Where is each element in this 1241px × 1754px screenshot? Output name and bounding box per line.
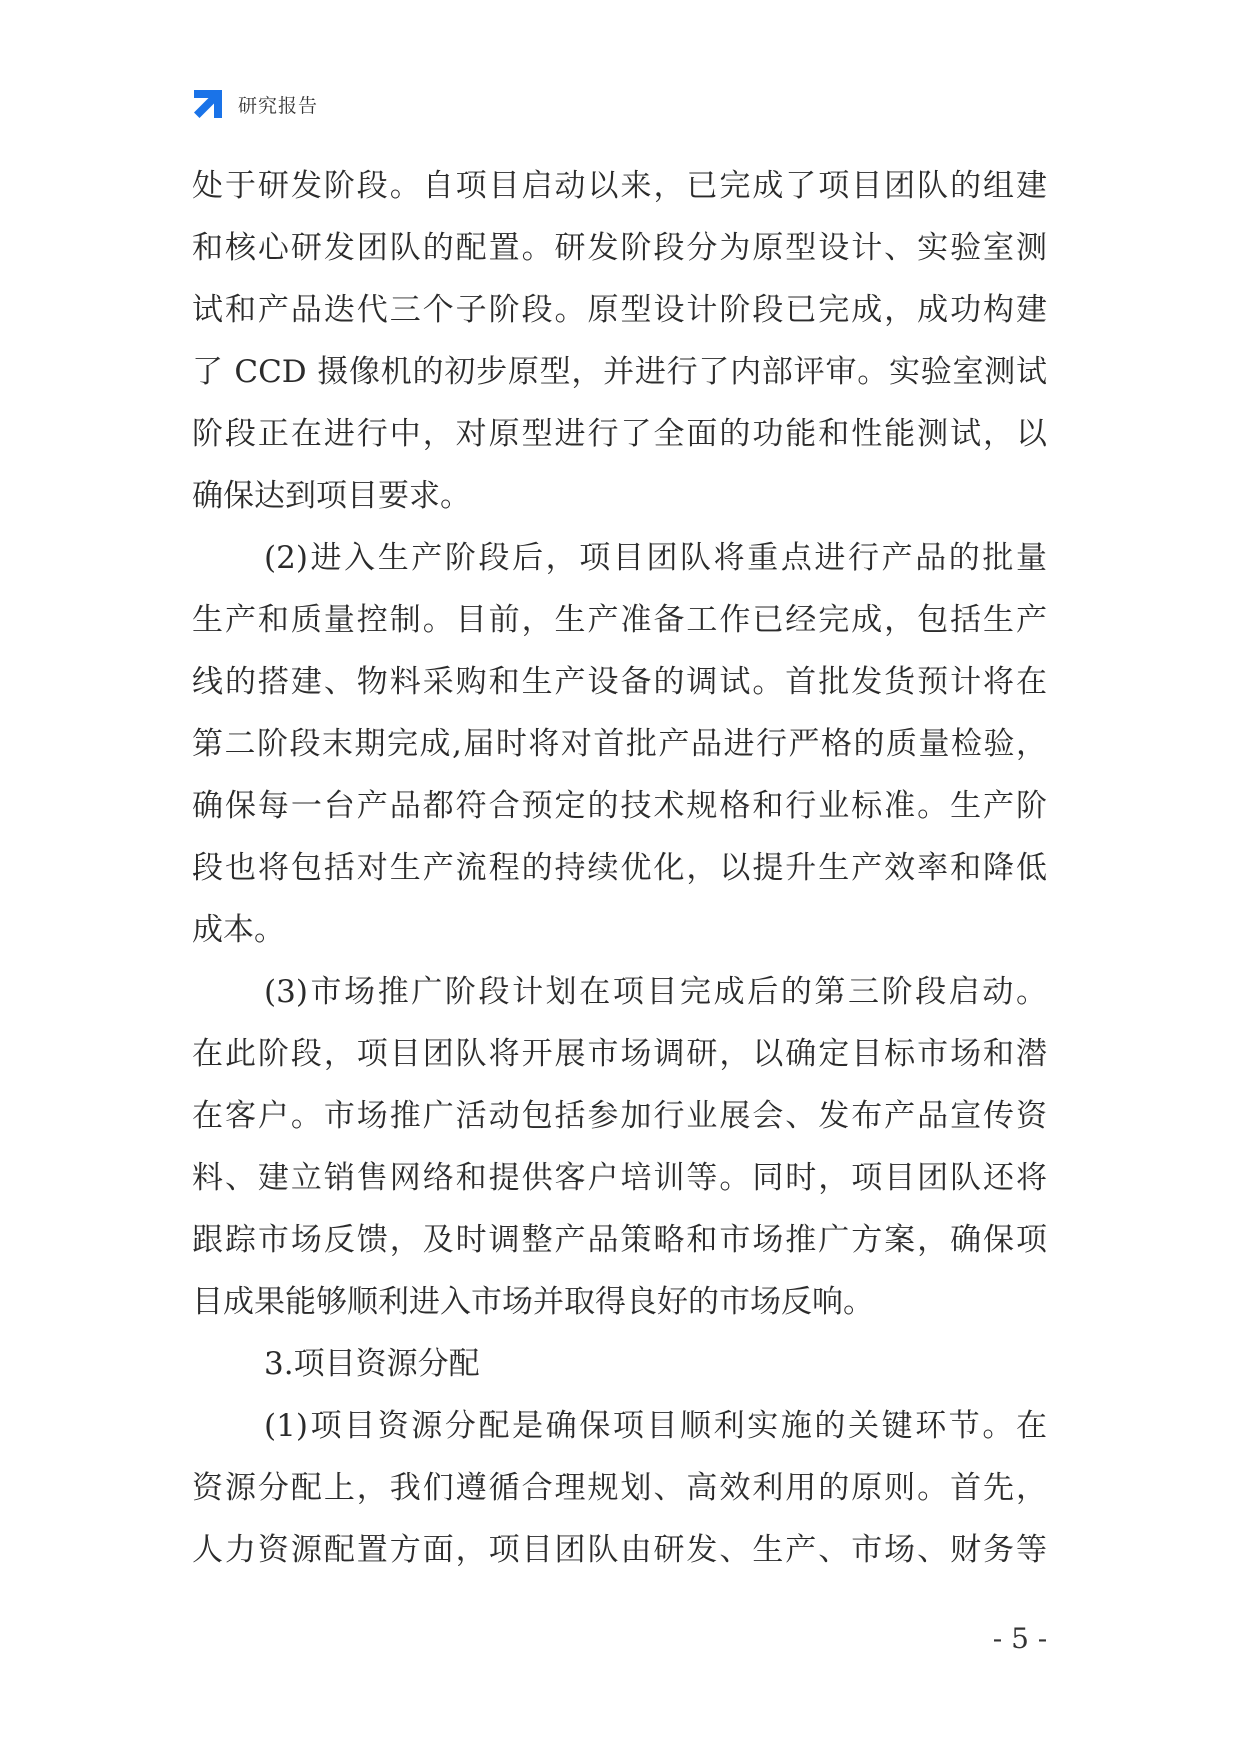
text-line: 目成果能够顺利进入市场并取得良好的市场反响。	[192, 1284, 874, 1320]
text-line: 试和产品迭代三个子阶段。原型设计阶段已完成，成功构建	[192, 292, 1047, 328]
text-line: 跟踪市场反馈，及时调整产品策略和市场推广方案，确保项	[192, 1222, 1047, 1258]
text-line: 线的搭建、物料采购和生产设备的调试。首批发货预计将在	[192, 664, 1047, 700]
paragraph-first-line: (2)进入生产阶段后，项目团队将重点进行产品的批量	[264, 540, 1047, 576]
text-line: 在客户。市场推广活动包括参加行业展会、发布产品宣传资	[192, 1098, 1047, 1134]
paragraph-first-line: (3)市场推广阶段计划在项目完成后的第三阶段启动。	[264, 974, 1047, 1010]
text-line: 第二阶段末期完成,届时将对首批产品进行严格的质量检验，	[192, 726, 1047, 762]
text-line: 资源分配上，我们遵循合理规划、高效利用的原则。首先，	[192, 1470, 1047, 1506]
arrow-up-right-icon	[190, 86, 226, 122]
section-heading: 3.项目资源分配	[264, 1346, 480, 1382]
text-line: 在此阶段，项目团队将开展市场调研，以确定目标市场和潜	[192, 1036, 1047, 1072]
text-line: 确保每一台产品都符合预定的技术规格和行业标准。生产阶	[192, 788, 1047, 824]
brand-label: 研究报告	[238, 94, 319, 117]
text-line: 成本。	[192, 912, 285, 948]
text-line: 人力资源配置方面，项目团队由研发、生产、市场、财务等	[192, 1532, 1047, 1568]
text-line: 阶段正在进行中，对原型进行了全面的功能和性能测试，以	[192, 416, 1047, 452]
text-line: 生产和质量控制。目前，生产准备工作已经完成，包括生产	[192, 602, 1047, 638]
text-line: 料、建立销售网络和提供客户培训等。同时，项目团队还将	[192, 1160, 1047, 1196]
document-body	[192, 155, 1047, 1581]
page-number: - 5 -	[992, 1622, 1048, 1655]
text-line: 和核心研发团队的配置。研发阶段分为原型设计、实验室测	[192, 230, 1047, 266]
text-line: 确保达到项目要求。	[192, 478, 471, 514]
text-line: 段也将包括对生产流程的持续优化，以提升生产效率和降低	[192, 850, 1047, 886]
paragraph-first-line: (1)项目资源分配是确保项目顺利实施的关键环节。在	[264, 1408, 1047, 1444]
text-line: 处于研发阶段。自项目启动以来，已完成了项目团队的组建	[192, 168, 1047, 204]
page-header	[190, 86, 318, 122]
text-line: 了 CCD 摄像机的初步原型，并进行了内部评审。实验室测试	[192, 354, 1047, 390]
